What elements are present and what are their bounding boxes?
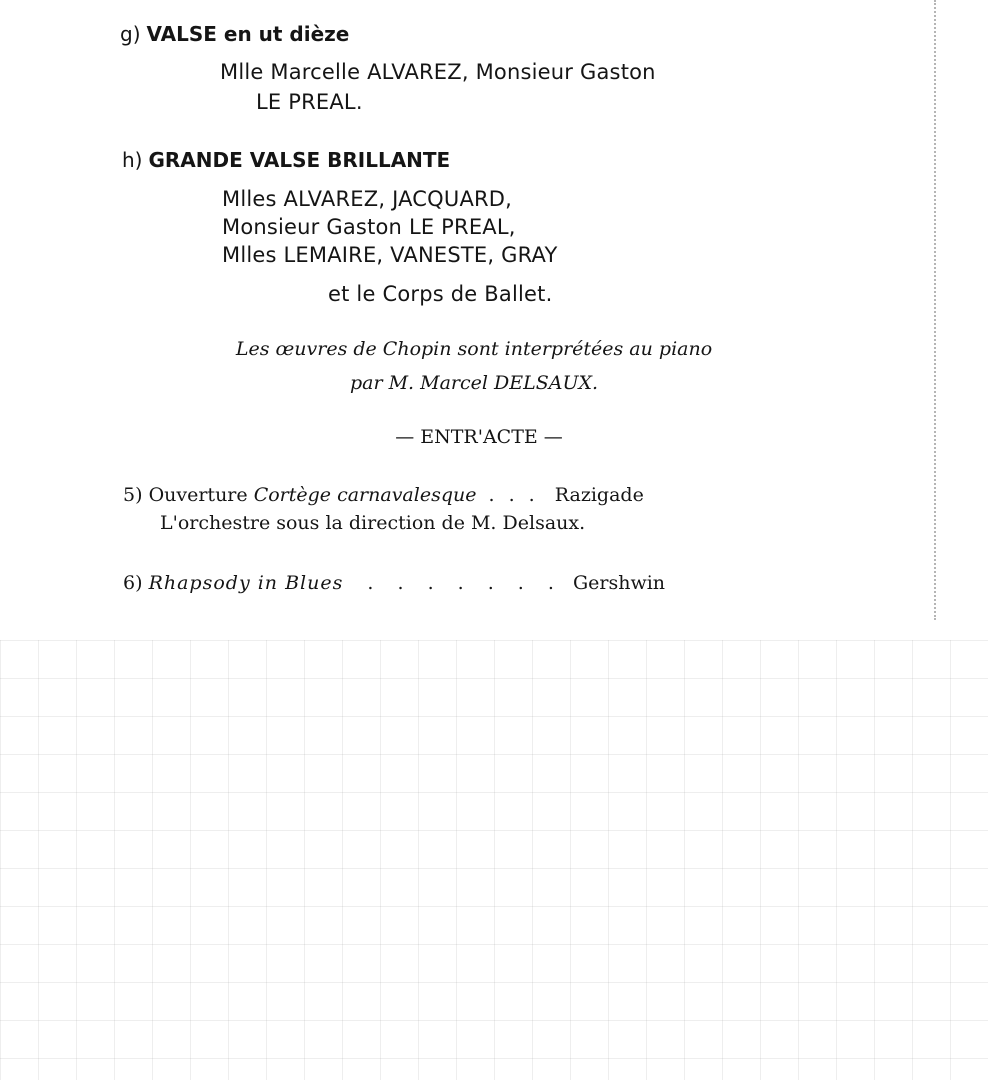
chopin-note-text-2: par M. Marcel DELSAUX. (349, 372, 599, 394)
intermission-text: — ENTR'ACTE — (395, 426, 563, 448)
intermission-line (0, 426, 988, 448)
item-6-number: 6) (123, 572, 143, 594)
section-h-title: GRANDE VALSE BRILLANTE (148, 148, 451, 172)
section-h-heading (122, 148, 450, 172)
item-6-leader: . . . . . . . (367, 572, 563, 594)
perforated-edge (934, 0, 936, 620)
section-h-performers-line-1: Mlles ALVAREZ, JACQUARD, (222, 187, 513, 211)
section-h-performers-line-3: Mlles LEMAIRE, VANESTE, GRAY (222, 243, 558, 267)
section-g-performers-line-2: LE PREAL. (256, 90, 363, 114)
graph-paper-background (0, 640, 988, 1080)
item-6-line (123, 572, 665, 594)
section-g-heading (120, 22, 349, 46)
chopin-note-line-2 (0, 372, 988, 394)
item-6-composer: Gershwin (572, 572, 666, 594)
item-5-detail: L'orchestre sous la direction de M. Delsaux. (160, 512, 586, 534)
item-5-leader: . . . (488, 484, 539, 506)
item-5-line (123, 484, 644, 506)
section-h-performers-line-2: Monsieur Gaston LE PREAL, (222, 215, 516, 239)
item-5-composer: Razigade (554, 484, 644, 506)
chopin-note-text-1: Les œuvres de Chopin sont interprétées au piano (235, 338, 713, 360)
item-6-title: Rhapsody in Blues (148, 572, 344, 594)
chopin-note-line-1 (0, 338, 988, 360)
item-5-number: 5) (123, 484, 143, 506)
section-h-label: h) (122, 148, 143, 172)
section-h-performers-line-4: et le Corps de Ballet. (328, 282, 553, 306)
item-5-title: Cortège carnavalesque (253, 484, 477, 506)
section-g-title: VALSE en ut dièze (146, 22, 350, 46)
section-g-performers-line-1: Mlle Marcelle ALVAREZ, Monsieur Gaston (220, 60, 656, 84)
item-5-type: Ouverture (148, 484, 248, 506)
section-g-label: g) (120, 22, 141, 46)
